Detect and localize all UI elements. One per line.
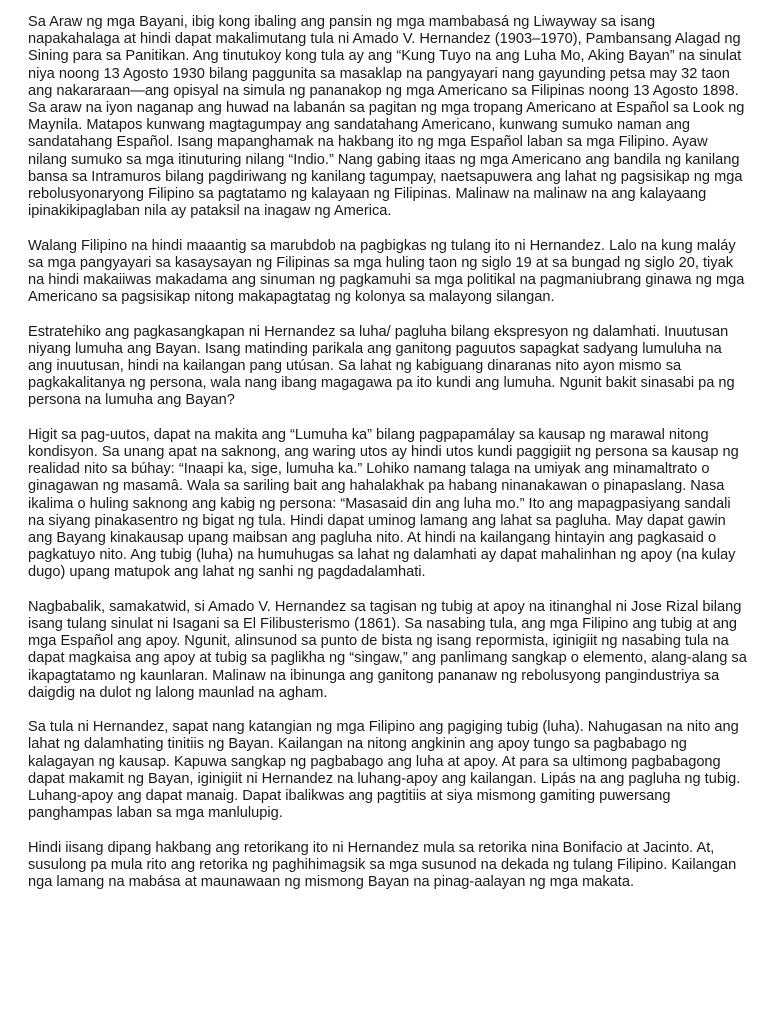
paragraph-estratehiko: Estratehiko ang pagkasangkapan ni Hernandez sa luha/ pagluha bilang ekspresyon ng dalamhati. Inuutusan niyang lumuha ang Bayan. Isang matinding parikala ang ganitong paguutos sapagkat sadyang lumuluha na ang inuutusan, hindi na kailangan pang utúsan. Sa lahat ng kabiguang dinaranas nito ayon mismo sa pagkakalitanya ng persona, wala nang ibang magagawa pa ito kundi ang lumuha. Ngunit bakit sinasabi pa ng persona na lumuha ang Bayan? bbox=[28, 323, 735, 409]
paragraph-araw-ng-mga-bayani: Sa Araw ng mga Bayani, ibig kong ibaling ang pansin ng mga mambabasá ng Liwayway sa isang napakahalaga at hindi dapat makalimutang tula ni Amado V. Hernandez (1903–1970), Pambansang Alagad ng Sining para sa Panitikan. Ang tinutukoy kong tula ay ang “Kung Tuyo na ang Luha Mo, Aking Bayan” na sinulat niya noong 13 Agosto 1930 bilang paggunita sa masaklap na pangyayari nang gayunding petsa may 32 taon ang nakararaan—ang opisyal na simula ng pananakop ng mga Americano sa Filipinas noong 13 Agosto 1898. Sa araw na iyon naganap ang huwad na labanán sa pagitan ng mga tropang Americano at Español sa Look ng Maynila. Matapos kunwang magtagumpay ang sandatahang Americano, kunwang sumuko naman ang sandatahang Español. Isang mapanghamak na hakbang ito ng mga Español laban sa mga Filipino. Ayaw nilang sumuko sa mga itinuturing nilang “Indio.” Nang gabing itaas ng mga Americano ang bandila ng kanilang bansa sa Intramuros bilang pagdiriwang ng kanilang tagumpay, naetsapuwera ang lahat ng pagsisikap ng mga rebolusyonaryong Filipino sa pagtatamo ng kalayaan ng Filipinas. Malinaw na malinaw na ang kalayaang ipinakikipaglaban nila ay pataksil na inagaw ng America. bbox=[28, 14, 745, 220]
paragraph-nagbabalik: Nagbabalik, samakatwid, si Amado V. Hernandez sa tagisan ng tubig at apoy na itinanghal ni Jose Rizal bilang isang tulang sinulat ni Isagani sa El Filibusterismo (1861). Sa nasabing tula, ang mga Filipino ang tubig at ang mga Español ang apoy. Ngunit, alinsunod sa punto de bista ng isang repormista, iginigiit ng nasabing tula na dapat magkaisa ang apoy at tubig sa paglikha ng “singaw,” ang panlimang sangkap o elemento, alang-alang sa ikapagtatamo ng kaunlaran. Malinaw na ibinunga ang ganitong pananaw ng rebolusyong pangindustriya sa daigdig na dulot ng lalong maunlad na agham. bbox=[28, 598, 747, 701]
paragraph-walang-filipino: Walang Filipino na hindi maaantig sa marubdob na pagbigkas ng tulang ito ni Hernandez. Lalo na kung maláy sa mga pangyayari sa kasaysayan ng Filipinas sa mga huling taon ng siglo 19 at sa bungad ng siglo 20, tiyak na hindi makaiiwas makadama ang sinuman ng pagkamuhi sa mga politikal na pagmaniubrang ginawa ng mga Americano sa pagsisikap nitong makapagtatag ng kolonya sa malayong silangan. bbox=[28, 237, 745, 306]
paragraph-sa-tula-ni-hernandez: Sa tula ni Hernandez, sapat nang katangian ng mga Filipino ang pagiging tubig (luha). Nahugasan na nito ang lahat ng dalamhating tinitiis ng Bayan. Kailangan na nitong angkinin ang apoy tungo sa pagbabago ng kalagayan ng kausap. Kapuwa sangkap ng pagbabago ang luha at apoy. At para sa ultimong pagbabagong dapat makamit ng Bayan, iginigiit ni Hernandez na luhang-apoy ang kailangan. Lipás na ang pagluha ng tubig. Luhang-apoy ang dapat manaig. Dapat ibalikwas ang pagtitiis at siya mismong gamiting puwersang panghampas laban sa mga manlulupig. bbox=[28, 719, 741, 822]
document-page bbox=[28, 14, 750, 891]
paragraph-higit-sa-pag-uutos: Higit sa pag-uutos, dapat na makita ang “Lumuha ka” bilang pagpapamálay sa kausap ng marawal nitong kondisyon. Sa unang apat na saknong, ang waring utos ay hindi utos kundi paggigiit ng persona sa kausap ng realidad nito sa búhay: “Inaapi ka, sige, lumuha ka.” Lohiko namang talaga na umiyak ang minamaltrato o ginagawan ng masamâ. Wala sa sariling bait ang hahalakhak pa habang ninanakawan o pinapaslang. Nasa ikalima o huling saknong ang kabig ng persona: “Masasaid din ang luha mo.” Ito ang mapagpasiyang sandali na siyang pinakasentro ng bigat ng tula. Hindi dapat uminog lamang ang lahat sa pagluha. May dapat gawin ang Bayang kinakausap upang maibsan ang pagluha nito. At hindi na kailangang hintayin ang pagkasaid o pagkatuyo nito. Ang tubig (luha) na humuhugas sa lahat ng dalamhati ay dapat mahalinhan ng apoy (na kulay dugo) upang matupok ang lahat ng sanhi ng pagdadalamhati. bbox=[28, 426, 739, 581]
paragraph-hindi-iisang-dipang-hakbang: Hindi iisang dipang hakbang ang retorikang ito ni Hernandez mula sa retorika nina Bonifacio at Jacinto. At, susulong pa mula rito ang retorika ng paghihimagsik sa mga susunod na dekada ng tulang Filipino. Kailangan nga lamang na mabása at maunawaan ng mismong Bayan na pinag-aalayan ng mga makata. bbox=[28, 839, 737, 891]
